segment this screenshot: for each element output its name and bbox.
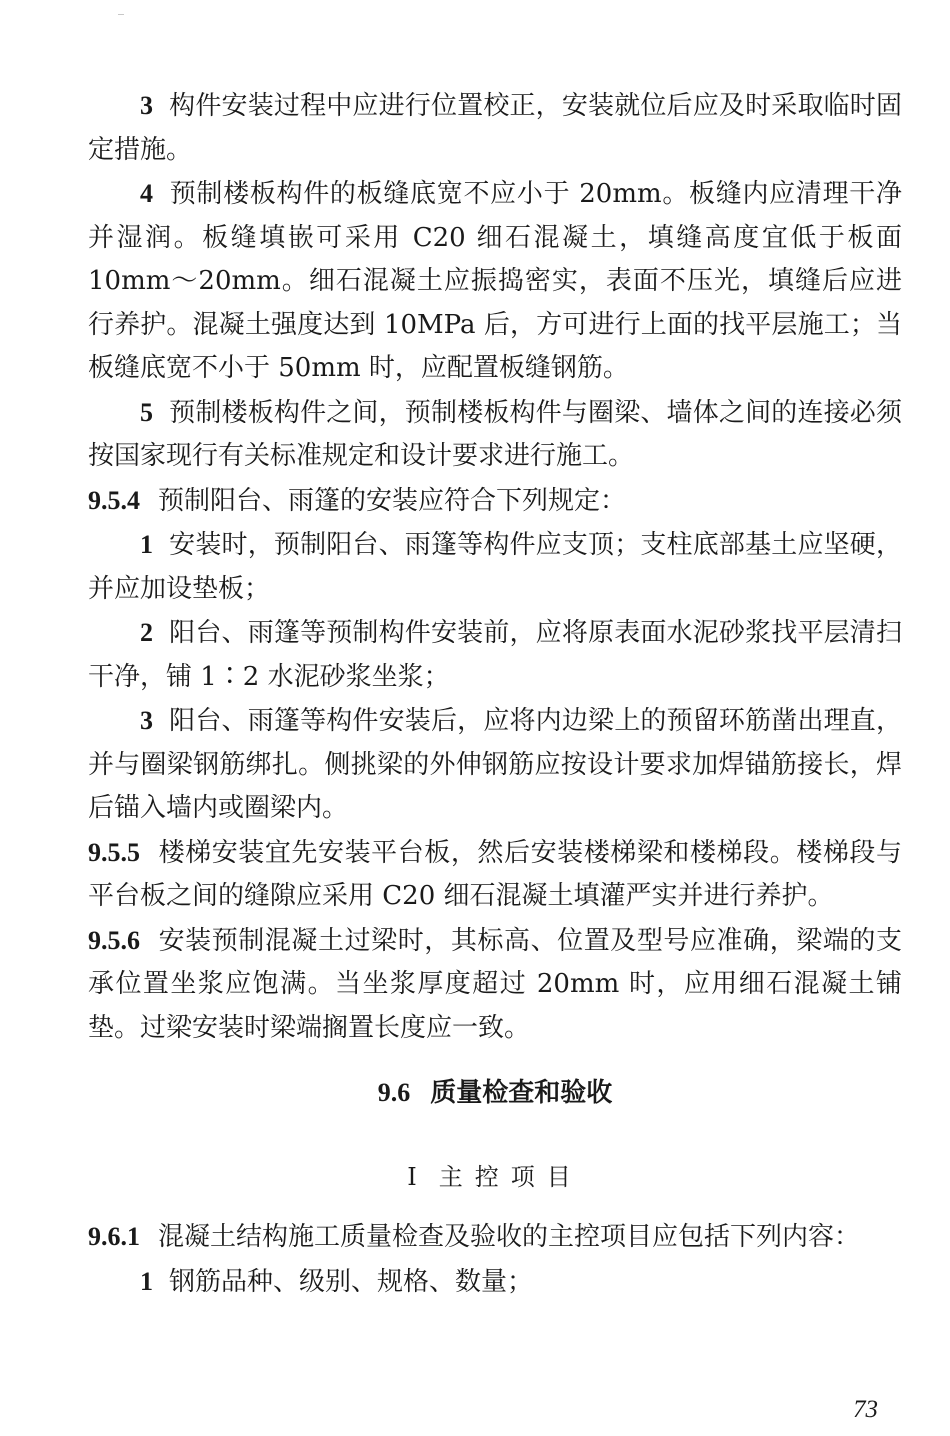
item-text: 钢筋品种、级别、规格、数量； [169,1266,534,1297]
item-paragraph [88,1260,902,1305]
clause-paragraph [88,1215,902,1260]
item-paragraph [88,391,902,479]
clause-paragraph [88,479,902,524]
clause-number: 9.5.4 [88,485,140,515]
item-paragraph [88,523,902,611]
item-text: 阳台、雨篷等预制构件安装前，应将原表面水泥砂浆找平层清扫干净，铺 1∶2 水泥砂浆坐浆； [88,618,902,692]
clause-paragraph [88,919,902,1051]
item-number: 4 [140,179,153,208]
item-text: 阳台、雨篷等构件安装后，应将内边梁上的预留环筋凿出理直，并与圈梁钢筋绑扎。侧挑梁的外伸钢筋应按设计要求加焊锚筋接长，焊后锚入墙内或圈梁内。 [88,706,902,823]
item-paragraph [88,84,902,172]
scan-mark [118,14,124,15]
item-paragraph [88,172,902,391]
item-number: 1 [140,530,153,559]
item-paragraph [88,611,902,699]
item-text: 构件安装过程中应进行位置校正，安装就位后应及时采取临时固定措施。 [88,91,902,165]
item-number: 5 [140,397,153,427]
item-paragraph [88,699,902,831]
clause-number: 9.5.6 [88,925,140,955]
clause-paragraph [88,831,902,919]
section-number: 9.6 [377,1078,411,1107]
clause-text: 预制阳台、雨篷的安装应符合下列规定： [158,485,627,516]
section-title: 质量检查和验收 [430,1078,613,1108]
body-text [88,84,902,1304]
section-heading [88,1064,902,1122]
item-text: 预制楼板构件的板缝底宽不应小于 20mm。板缝内应清理干净并湿润。板缝填嵌可采用 C20 细石混凝土，填缝高度宜低于板面 10mm～20mm。细石混凝土应振捣密实，表面不压光，填缝后应进行养护。混凝土强度达到 10MPa 后，方可进行上面的找平层施工；当板缝底宽不小于 50mm 时，应配置板缝钢筋。 [88,179,902,383]
item-text: 预制楼板构件之间，预制楼板构件与圈梁、墙体之间的连接必须按国家现行有关标准规定和设计要求进行施工。 [88,397,902,471]
subsection-title: 主控项目 [438,1163,583,1191]
item-number: 2 [140,618,153,647]
clause-text: 安装预制混凝土过梁时，其标高、位置及型号应准确，梁端的支承位置坐浆应饱满。当坐浆厚度超过 20mm 时，应用细石混凝土铺垫。过梁安装时梁端搁置长度应一致。 [88,925,902,1043]
item-number: 3 [140,91,153,120]
subsection-roman-numeral: Ⅰ [407,1165,417,1191]
clause-text: 楼梯安装宜先安装平台板，然后安装楼梯梁和楼梯段。楼梯段与平台板之间的缝隙应采用 C20 细石混凝土填灌严实并进行养护。 [88,837,902,911]
clause-number: 9.5.5 [88,837,140,867]
clause-text: 混凝土结构施工质量检查及验收的主控项目应包括下列内容： [158,1222,861,1252]
clause-number: 9.6.1 [88,1222,140,1251]
item-number: 3 [140,706,153,735]
page-number: 73 [853,1396,878,1423]
item-text: 安装时，预制阳台、雨篷等构件应支顶；支柱底部基土应坚硬，并应加设垫板； [88,530,902,604]
subsection-heading [88,1148,902,1207]
item-number: 1 [140,1266,153,1296]
